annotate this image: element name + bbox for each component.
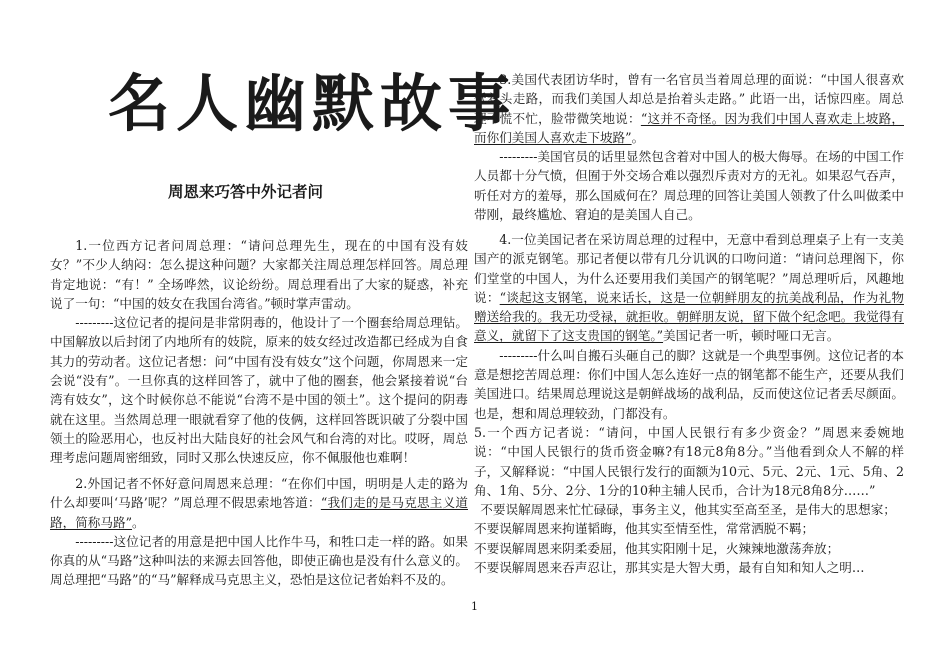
story-4-commentary: ---------什么叫自搬石头砸自己的脚？这就是一个典型事例。这位记者的本意是想挖苦周总理：你们中国人怎么连好一点的钢笔都不能生产，还要从我们美国进口。结果周总理说这是朝鲜战场的战利品，反而使这位记者丢尽颜面。也是，想和周总理较劲，门都没有。: [474, 347, 904, 421]
conclusion-line-4: 不要误解周恩来吞声忍让，那其实是大智大勇，最有自知和知人之明…: [474, 560, 865, 576]
story-3-question: 3.美国代表团访华时，曾有一名官员当着周总理的面说：“中国人很喜欢低着头走路，而我们美国人却总是抬着头走路。” 此语一出，话惊四座。周总理不慌不忙，脸带微笑地说：: [474, 72, 904, 126]
conclusion-line-1: 不要误解周恩来忙忙碌碌，事务主义，他其实至高至圣，是伟大的思想家；: [480, 502, 896, 518]
story-1-commentary: ---------这位记者的提问是非常阴毒的，他设计了一个圈套给周总理钻。中国解放以后封闭了内地所有的妓院，原来的妓女经过改造都已经成为自食其力的劳动者。这位记者想：问“中国有没有妓女”这个问题，你周恩来一定会说“没有”。一旦你真的这样回答了，就中了他的圈套，他会紧接着说“台湾有妓女”，这个时候你总不能说“台湾不是中国的领土”。这个提问的阴毒就在这里。当然周总理一眼就看穿了他的伎俩，这样回答既识破了分裂中国领土的险恶用心，也反衬出大陆良好的社会风气和台湾的对比。哎呀，周总理考虑问题周密细致，同时又那么快速反应，你不佩服他也难啊！: [50, 315, 468, 466]
story-3-tail: 。: [631, 129, 645, 145]
story-2-commentary: ---------这位记者的用意是把中国人比作牛马，和牲口走一样的路。如果你真的从“马路”这种叫法的来源去回答他，即使正确也是没有什么意义的。周总理把“马路”的“马”解释成马克思主义，恐怕是这位记者始料不及的。: [50, 533, 468, 588]
story-2-tail: 。: [132, 514, 145, 530]
page-number: 1: [471, 600, 478, 613]
conclusion-line-3: 不要误解周恩来阴柔委屈，他其实阳刚十足，火辣辣地激荡奔放；: [474, 540, 840, 556]
story-2-text: [50, 474, 468, 532]
page-title: 名人幽默故事: [108, 67, 517, 140]
story-2: [50, 474, 468, 590]
story-4-question: 4.一位美国记者在采访周总理的过程中，无意中看到总理桌子上有一支美国产的派克钢笔。那记者便以带有几分讥讽的口吻问道：“请问总理阁下，你们堂堂的中国人，为什么还要用我们美国产的钢笔呢？”周总理听后，风趣地说：: [474, 232, 904, 305]
story-3-commentary: ---------美国官员的话里显然包含着对中国人的极大侮辱。在场的中国工作人员都十分气愤，但囿于外交场合难以强烈斥责对方的无礼。如果忍气吞声，听任对方的羞辱，那么国威何在？周总理的回答让美国人领教了什么叫做柔中带刚，最终尴尬、窘迫的是美国人自己。: [474, 149, 904, 223]
story-3-answer: “这并不奇怪。因为我们中国人喜欢走上坡路，而你们美国人喜欢走下坡路”: [474, 110, 904, 145]
article-subtitle: 周恩来巧答中外记者问: [168, 183, 324, 201]
story-5-text: 5.一个西方记者说：“请问，中国人民银行有多少资金？”周恩来委婉地说：“中国人民银行的货币资金嘛?有18元8角8分。”当他看到众人不解的样子，又解释说：“中国人民银行发行的面额为10元、5元、2元、1元、5角、2角、1角、5分、2分、1分的10种主辅人民币，合计为18元8角8分……”: [474, 424, 904, 498]
story-2-question: 2.外国记者不怀好意问周恩来总理：“在你们中国，明明是人走的路为什么却要叫‘马路’呢？”周总理不假思索地答道：: [50, 476, 468, 511]
story-3: [474, 70, 904, 224]
story-1: [50, 236, 468, 468]
story-3-text: [474, 70, 904, 147]
story-2-answer: “我们走的是马克思主义道路，简称马路”: [50, 495, 468, 530]
story-4-text: [474, 230, 904, 346]
story-4: [474, 230, 904, 577]
story-4-answer: “谈起这支钢笔，说来话长，这是一位朝鲜朋友的抗美战利品，作为礼物赠送给我的。我无功受禄，就拒收。朝鲜朋友说，留下做个纪念吧。我觉得有意义，就留下了这支贵国的钢笔。”: [474, 289, 904, 344]
story-1-text: 1.一位西方记者问周总理：“请问总理先生，现在的中国有没有妓女？”不少人纳闷：怎么提这种问题？大家都关注周总理怎样回答。周总理肯定地说：“有！” 全场哗然，议论纷纷。周总理看出了大家的疑惑，补充说了一句：“中国的妓女在我国台湾省。”顿时掌声雷动。: [50, 238, 468, 311]
story-4-tail: 美国记者一听，顿时哑口无言。: [663, 328, 840, 344]
conclusion-line-2: 不要误解周恩来拘谨韬晦，他其实至情至性，常常洒脱不羁；: [474, 521, 815, 537]
